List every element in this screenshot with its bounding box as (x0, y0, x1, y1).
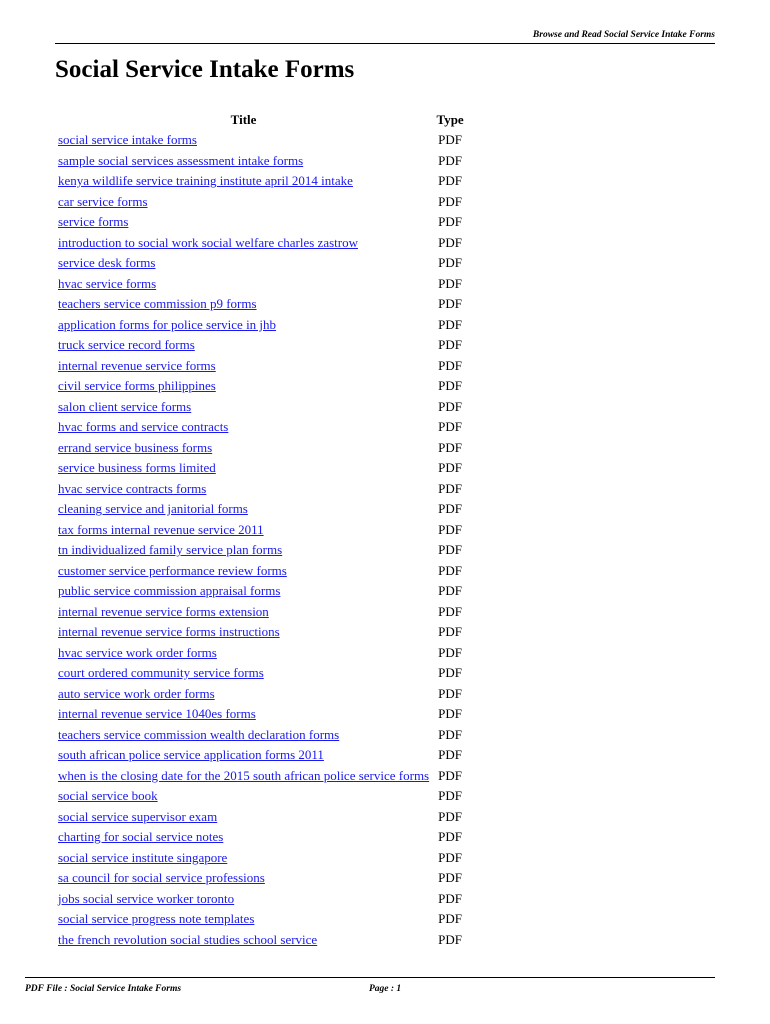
document-link[interactable]: truck service record forms (58, 337, 195, 353)
type-cell: PDF (438, 542, 463, 558)
table-row (55, 827, 468, 848)
document-link[interactable]: court ordered community service forms (58, 665, 264, 681)
table-row (55, 151, 468, 172)
type-cell: PDF (438, 357, 463, 373)
document-link[interactable]: sample social services assessment intake forms (58, 152, 304, 168)
type-cell: PDF (438, 501, 463, 517)
type-cell: PDF (438, 644, 463, 660)
title-cell (55, 909, 432, 930)
table-row (55, 294, 468, 315)
title-cell (55, 499, 432, 520)
table-row (55, 725, 468, 746)
title-cell (55, 930, 432, 951)
table-row (55, 253, 468, 274)
title-cell (55, 581, 432, 602)
type-cell: PDF (438, 378, 463, 394)
type-cell: PDF (438, 931, 463, 947)
document-link[interactable]: civil service forms philippines (58, 378, 216, 394)
title-cell (55, 397, 432, 418)
title-cell (55, 807, 432, 828)
table-row (55, 397, 468, 418)
type-cell: PDF (438, 439, 463, 455)
table-row (55, 335, 468, 356)
document-link[interactable]: sa council for social service professions (58, 870, 265, 886)
footer-file-label: PDF File : Social Service Intake Forms (25, 984, 182, 994)
column-header-type: Type (436, 112, 464, 127)
type-cell: PDF (438, 460, 463, 476)
document-link[interactable]: application forms for police service in jhb (58, 316, 277, 332)
table-row (55, 868, 468, 889)
table-row (55, 684, 468, 705)
type-cell: PDF (438, 788, 463, 804)
table-row (55, 622, 468, 643)
title-cell (55, 786, 432, 807)
header-divider (55, 43, 715, 44)
table-row (55, 274, 468, 295)
title-cell (55, 704, 432, 725)
document-link[interactable]: service desk forms (58, 255, 156, 271)
document-link[interactable]: teachers service commission wealth declaration forms (58, 726, 340, 742)
document-link[interactable]: service business forms limited (58, 460, 216, 476)
type-cell: PDF (438, 747, 463, 763)
document-link[interactable]: social service progress note templates (58, 911, 255, 927)
table-row (55, 438, 468, 459)
document-link[interactable]: the french revolution social studies school service (58, 931, 318, 947)
table-row (55, 807, 468, 828)
title-cell (55, 766, 432, 787)
type-cell: PDF (438, 870, 463, 886)
title-cell (55, 294, 432, 315)
type-cell: PDF (438, 726, 463, 742)
title-cell (55, 171, 432, 192)
document-link[interactable]: social service intake forms (58, 132, 197, 148)
table-row (55, 376, 468, 397)
table-row (55, 889, 468, 910)
table-row (55, 540, 468, 561)
document-link[interactable]: cleaning service and janitorial forms (58, 501, 248, 517)
title-cell (55, 663, 432, 684)
table-row (55, 192, 468, 213)
type-cell: PDF (438, 583, 463, 599)
title-cell (55, 725, 432, 746)
type-cell: PDF (438, 890, 463, 906)
type-cell: PDF (438, 521, 463, 537)
title-cell (55, 376, 432, 397)
document-link[interactable]: teachers service commission p9 forms (58, 296, 257, 312)
document-link[interactable]: hvac forms and service contracts (58, 419, 229, 435)
type-cell: PDF (438, 562, 463, 578)
title-cell (55, 253, 432, 274)
table-row (55, 848, 468, 869)
title-cell (55, 458, 432, 479)
table-row (55, 909, 468, 930)
type-cell: PDF (438, 706, 463, 722)
document-link[interactable]: jobs social service worker toronto (58, 890, 235, 906)
table-row (55, 766, 468, 787)
document-link[interactable]: internal revenue service forms (58, 357, 216, 373)
document-link[interactable]: auto service work order forms (58, 685, 215, 701)
document-title: Social Service Intake Forms (55, 56, 355, 83)
document-link[interactable]: hvac service forms (58, 275, 157, 291)
title-cell (55, 438, 432, 459)
title-cell (55, 622, 432, 643)
title-cell (55, 233, 432, 254)
table-header-row (55, 110, 468, 130)
type-cell: PDF (438, 419, 463, 435)
table-row (55, 356, 468, 377)
type-cell: PDF (438, 808, 463, 824)
type-cell: PDF (438, 193, 463, 209)
title-cell (55, 192, 432, 213)
table-row (55, 930, 468, 951)
type-cell: PDF (438, 829, 463, 845)
title-cell (55, 417, 432, 438)
document-link[interactable]: internal revenue service 1040es forms (58, 706, 256, 722)
file-table (55, 110, 468, 950)
table-row (55, 212, 468, 233)
document-link[interactable]: errand service business forms (58, 439, 213, 455)
document-link[interactable]: customer service performance review forms (58, 562, 287, 578)
table-row (55, 171, 468, 192)
type-cell: PDF (438, 849, 463, 865)
title-cell (55, 540, 432, 561)
type-cell: PDF (438, 316, 463, 332)
table-row (55, 233, 468, 254)
document-link[interactable]: charting for social service notes (58, 829, 224, 845)
type-cell: PDF (438, 214, 463, 230)
title-cell (55, 335, 432, 356)
footer-divider (25, 977, 715, 978)
table-row (55, 663, 468, 684)
type-cell: PDF (438, 398, 463, 414)
title-cell (55, 745, 432, 766)
type-cell: PDF (438, 911, 463, 927)
type-cell: PDF (438, 152, 463, 168)
table-row (55, 520, 468, 541)
document-link[interactable]: internal revenue service forms extension (58, 603, 269, 619)
title-cell (55, 212, 432, 233)
table-row (55, 458, 468, 479)
table-body (55, 130, 468, 950)
document-link[interactable]: internal revenue service forms instructions (58, 624, 280, 640)
type-cell: PDF (438, 665, 463, 681)
table-row (55, 315, 468, 336)
title-cell (55, 868, 432, 889)
type-cell: PDF (438, 275, 463, 291)
title-cell (55, 520, 432, 541)
type-cell: PDF (438, 255, 463, 271)
title-cell (55, 356, 432, 377)
table-row (55, 704, 468, 725)
title-cell (55, 848, 432, 869)
document-link[interactable]: when is the closing date for the 2015 south african police service forms (58, 767, 430, 783)
document-link[interactable]: social service supervisor exam (58, 808, 218, 824)
type-cell: PDF (438, 234, 463, 250)
document-link[interactable]: salon client service forms (58, 398, 192, 414)
type-cell: PDF (438, 767, 463, 783)
title-cell (55, 479, 432, 500)
title-cell (55, 643, 432, 664)
type-cell: PDF (438, 296, 463, 312)
document-link[interactable]: introduction to social work social welfare charles zastrow (58, 234, 358, 250)
table-row (55, 130, 468, 151)
table-row (55, 643, 468, 664)
document-link[interactable]: public service commission appraisal forms (58, 583, 281, 599)
document-link[interactable]: service forms (58, 214, 129, 230)
type-cell: PDF (438, 603, 463, 619)
running-header: Browse and Read Social Service Intake Forms (532, 30, 715, 40)
table-row (55, 417, 468, 438)
document-link[interactable]: car service forms (58, 193, 148, 209)
type-cell: PDF (438, 480, 463, 496)
type-cell: PDF (438, 173, 463, 189)
column-header-title: Title (230, 112, 257, 127)
title-cell (55, 315, 432, 336)
table-row (55, 581, 468, 602)
title-cell (55, 151, 432, 172)
document-link[interactable]: south african police service application forms 2011 (58, 747, 324, 763)
document-link[interactable]: tn individualized family service plan forms (58, 542, 283, 558)
title-cell (55, 827, 432, 848)
title-cell (55, 561, 432, 582)
document-link[interactable]: hvac service work order forms (58, 644, 217, 660)
title-cell (55, 130, 432, 151)
document-link[interactable]: social service institute singapore (58, 849, 228, 865)
title-cell (55, 274, 432, 295)
type-cell: PDF (438, 685, 463, 701)
table-row (55, 786, 468, 807)
document-link[interactable]: social service book (58, 788, 158, 804)
table-row (55, 479, 468, 500)
table-row (55, 602, 468, 623)
footer-page-number: Page : 1 (369, 984, 402, 994)
document-link[interactable]: kenya wildlife service training institute april 2014 intake (58, 173, 353, 189)
title-cell (55, 889, 432, 910)
title-cell (55, 684, 432, 705)
document-link[interactable]: tax forms internal revenue service 2011 (58, 521, 264, 537)
document-link[interactable]: hvac service contracts forms (58, 480, 207, 496)
table-row (55, 499, 468, 520)
table-row (55, 561, 468, 582)
type-cell: PDF (438, 337, 463, 353)
table-row (55, 745, 468, 766)
type-cell: PDF (438, 624, 463, 640)
type-cell: PDF (438, 132, 463, 148)
title-cell (55, 602, 432, 623)
